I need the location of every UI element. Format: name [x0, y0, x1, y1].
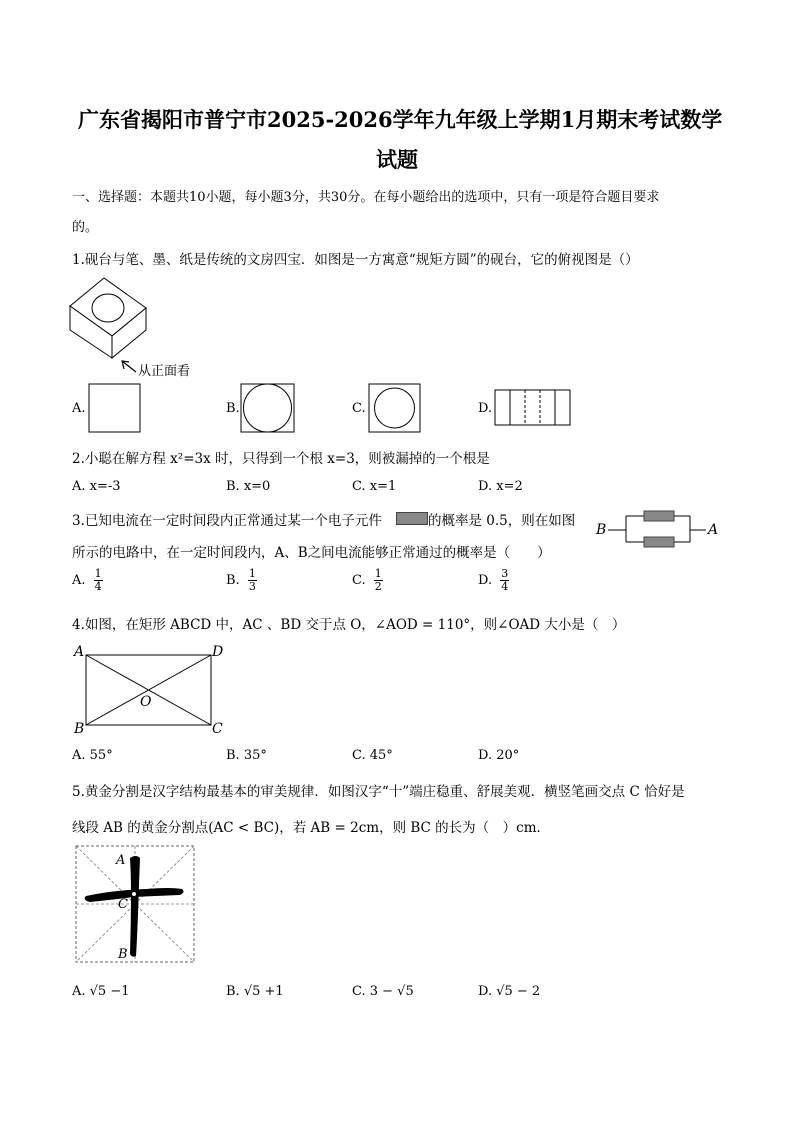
q3-option-a[interactable]: A. $\frac{1}{4}$	[72, 567, 102, 593]
q4-option-c[interactable]: C. 45°	[352, 748, 393, 763]
q1-option-d-figure[interactable]	[494, 389, 572, 427]
q2-option-d[interactable]: D. x=2	[478, 479, 523, 494]
circuit-label-b: B	[596, 522, 607, 538]
q1-option-b-label[interactable]: B.	[226, 401, 240, 416]
q1-option-d-label[interactable]: D.	[478, 401, 493, 416]
q4-option-b[interactable]: B. 35°	[226, 748, 267, 763]
question-5-text-a: 5.黄金分割是汉字结构最基本的审美规律．如图汉字“十”端庄稳重、舒展美观．横竖笔画交点 C 恰好是	[72, 784, 685, 800]
circuit-element-top	[644, 511, 674, 521]
question-2-text: 2.小聪在解方程 x²=3x 时，只得到一个根 x=3，则被漏掉的一个根是	[72, 451, 490, 467]
q3-option-c[interactable]: C. $\frac{1}{2}$	[352, 567, 382, 593]
character-shi-figure	[74, 844, 196, 964]
section-header-continued: 的。	[72, 220, 99, 235]
question-4-text: 4.如图，在矩形 ABCD 中，AC 、BD 交于点 O，∠AOD = 110°，则∠OAD 大小是（ ）	[72, 617, 626, 633]
page-title: 广东省揭阳市普宁市2025-2026学年九年级上学期1月期末考试数学	[78, 107, 723, 132]
figure-caption: 从正面看	[138, 364, 191, 379]
question-3-text-a: 3.已知电流在一定时间段内正常通过某一个电子元件	[72, 513, 382, 529]
label-c: C	[212, 721, 223, 737]
q1-option-a-figure[interactable]	[88, 383, 142, 433]
q5-option-d[interactable]: D. √5 − 2	[478, 984, 541, 999]
q1-option-c-figure[interactable]	[368, 383, 422, 433]
question-3-text-b: 的概率是 0.5，则在如图	[428, 513, 576, 529]
label-b: B	[74, 721, 85, 737]
label-a: A	[74, 644, 85, 660]
rectangle-abcd-figure	[70, 640, 230, 740]
circuit-diagram	[594, 506, 724, 548]
label-o: O	[140, 694, 152, 710]
q2-option-a[interactable]: A. x=-3	[72, 479, 121, 494]
view-arrow	[122, 361, 136, 372]
q5-option-c[interactable]: C. 3 − √5	[352, 984, 414, 999]
circuit-element-bottom	[644, 537, 674, 547]
circuit-label-a: A	[708, 522, 719, 538]
q3-option-d[interactable]: D. $\frac{3}{4}$	[478, 567, 509, 593]
label-d: D	[212, 644, 224, 660]
question-3-text-c: 所示的电路中，在一定时间段内，A、B之间电流能够正常通过的概率是（ ）	[72, 545, 551, 561]
q4-option-d[interactable]: D. 20°	[478, 748, 520, 763]
q3-option-b[interactable]: B. $\frac{1}{3}$	[226, 567, 256, 593]
point-c-label: C	[118, 897, 128, 912]
point-b-label: B	[118, 947, 128, 962]
q2-option-b[interactable]: B. x=0	[226, 479, 271, 494]
question-5-text-b: 线段 AB 的黄金分割点(AC < BC)，若 AB = 2cm，则 BC 的长为（ ）cm．	[72, 820, 551, 836]
point-a-label: A	[116, 853, 126, 868]
q5-option-a[interactable]: A. √5 −1	[72, 984, 130, 999]
section-header: 一、选择题：本题共10小题，每小题3分，共30分。在每小题给出的选项中，只有一项是符合题目要求	[72, 190, 660, 205]
electronic-component-icon	[396, 512, 428, 525]
question-1-text: 1.砚台与笔、墨、纸是传统的文房四宝．如图是一方寓意“规矩方圆”的砚台，它的俯视图是（）	[72, 252, 639, 268]
inkstone-circle	[92, 294, 124, 322]
page-title-continued: 试题	[376, 147, 418, 172]
q2-option-c[interactable]: C. x=1	[352, 479, 397, 494]
q1-option-b-figure[interactable]	[240, 383, 296, 433]
q4-option-a[interactable]: A. 55°	[72, 748, 113, 763]
q1-option-c-label[interactable]: C.	[352, 401, 366, 416]
q5-option-b[interactable]: B. √5 +1	[226, 984, 284, 999]
q1-option-a-label[interactable]: A.	[72, 401, 86, 416]
